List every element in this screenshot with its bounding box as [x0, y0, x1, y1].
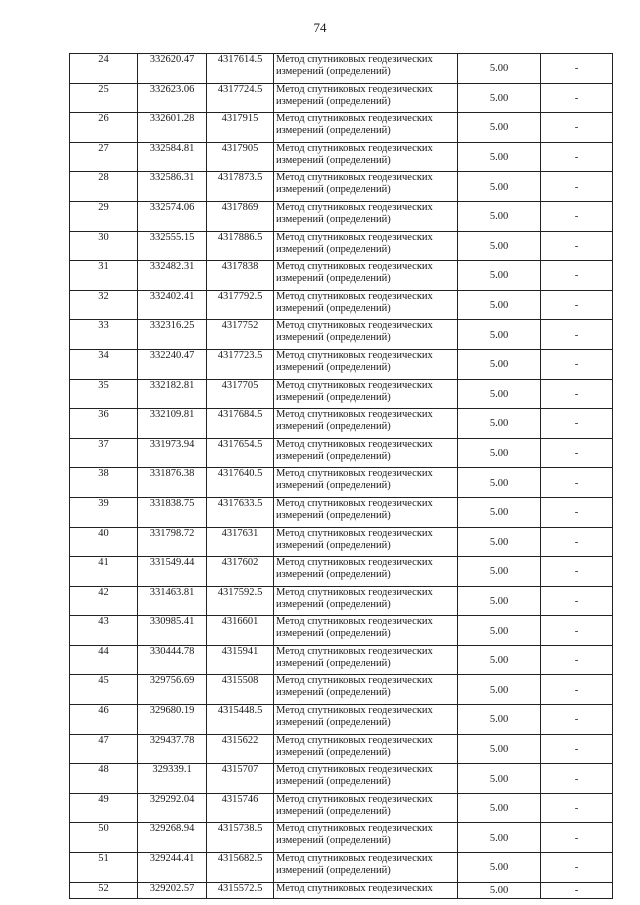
- method-line-1: Метод спутниковых геодезических: [276, 882, 433, 894]
- accuracy-cell: 5.00: [458, 882, 541, 898]
- y-coordinate-cell: 4317723.5: [207, 349, 274, 379]
- coordinates-table: [69, 53, 613, 899]
- method-line-2: измерений (определений): [276, 628, 391, 640]
- method-line-2: измерений (определений): [276, 243, 391, 255]
- method-cell: [274, 83, 458, 113]
- note-cell: -: [541, 231, 613, 261]
- method-line-1: Метод спутниковых геодезических: [276, 675, 433, 687]
- method-line-1: Метод спутниковых геодезических: [276, 290, 433, 302]
- accuracy-cell: 5.00: [458, 201, 541, 231]
- table-row: [70, 616, 613, 646]
- note-cell: -: [541, 586, 613, 616]
- y-coordinate-cell: 4315448.5: [207, 705, 274, 735]
- note-cell: -: [541, 675, 613, 705]
- method-cell: [274, 261, 458, 291]
- point-number-cell: 40: [70, 527, 138, 557]
- method-line-2: измерений (определений): [276, 154, 391, 166]
- note-cell: -: [541, 764, 613, 794]
- method-line-2: измерений (определений): [276, 776, 391, 788]
- note-cell: -: [541, 349, 613, 379]
- table-row: [70, 675, 613, 705]
- y-coordinate-cell: 4315746: [207, 793, 274, 823]
- note-cell: -: [541, 320, 613, 350]
- table-row: [70, 705, 613, 735]
- y-coordinate-cell: 4317654.5: [207, 438, 274, 468]
- point-number-cell: 32: [70, 290, 138, 320]
- method-line-1: Метод спутниковых геодезических: [276, 497, 433, 509]
- table-row: [70, 54, 613, 84]
- table-row: [70, 290, 613, 320]
- method-cell: [274, 734, 458, 764]
- point-number-cell: 38: [70, 468, 138, 498]
- method-line-1: Метод спутниковых геодезических: [276, 853, 433, 865]
- method-line-1: Метод спутниковых геодезических: [276, 201, 433, 213]
- accuracy-cell: 5.00: [458, 231, 541, 261]
- method-cell: [274, 705, 458, 735]
- method-line-2: измерений (определений): [276, 332, 391, 344]
- table-row: [70, 113, 613, 143]
- method-cell: [274, 557, 458, 587]
- method-line-2: измерений (определений): [276, 361, 391, 373]
- point-number-cell: 45: [70, 675, 138, 705]
- method-cell: [274, 675, 458, 705]
- y-coordinate-cell: 4315682.5: [207, 853, 274, 883]
- note-cell: -: [541, 645, 613, 675]
- note-cell: -: [541, 468, 613, 498]
- x-coordinate-cell: 330444.78: [138, 645, 207, 675]
- method-cell: [274, 823, 458, 853]
- y-coordinate-cell: 4315572.5: [207, 882, 274, 898]
- method-cell: [274, 645, 458, 675]
- method-line-1: Метод спутниковых геодезических: [276, 231, 433, 243]
- method-line-1: Метод спутниковых геодезических: [276, 349, 433, 361]
- x-coordinate-cell: 331463.81: [138, 586, 207, 616]
- table-row: [70, 853, 613, 883]
- point-number-cell: 37: [70, 438, 138, 468]
- method-line-1: Метод спутниковых геодезических: [276, 261, 433, 273]
- table-row: [70, 379, 613, 409]
- accuracy-cell: 5.00: [458, 586, 541, 616]
- accuracy-cell: 5.00: [458, 557, 541, 587]
- x-coordinate-cell: 329202.57: [138, 882, 207, 898]
- method-cell: [274, 320, 458, 350]
- method-line-2: измерений (определений): [276, 66, 391, 77]
- accuracy-cell: 5.00: [458, 83, 541, 113]
- y-coordinate-cell: 4315707: [207, 764, 274, 794]
- table-row: [70, 438, 613, 468]
- point-number-cell: 52: [70, 882, 138, 898]
- x-coordinate-cell: 332584.81: [138, 142, 207, 172]
- point-number-cell: 48: [70, 764, 138, 794]
- table-row: [70, 261, 613, 291]
- x-coordinate-cell: 332586.31: [138, 172, 207, 202]
- table-row: [70, 172, 613, 202]
- x-coordinate-cell: 331876.38: [138, 468, 207, 498]
- method-line-2: измерений (определений): [276, 835, 391, 847]
- method-line-2: измерений (определений): [276, 125, 391, 137]
- method-cell: [274, 142, 458, 172]
- point-number-cell: 44: [70, 645, 138, 675]
- table-row: [70, 468, 613, 498]
- accuracy-cell: 5.00: [458, 290, 541, 320]
- method-line-2: измерений (определений): [276, 273, 391, 285]
- method-line-1: Метод спутниковых геодезических: [276, 379, 433, 391]
- table-row: [70, 83, 613, 113]
- y-coordinate-cell: 4317792.5: [207, 290, 274, 320]
- note-cell: -: [541, 705, 613, 735]
- point-number-cell: 24: [70, 54, 138, 84]
- method-line-1: Метод спутниковых геодезических: [276, 734, 433, 746]
- accuracy-cell: 5.00: [458, 764, 541, 794]
- y-coordinate-cell: 4317631: [207, 527, 274, 557]
- method-line-1: Метод спутниковых геодезических: [276, 113, 433, 125]
- point-number-cell: 47: [70, 734, 138, 764]
- table-row: [70, 557, 613, 587]
- note-cell: -: [541, 793, 613, 823]
- note-cell: -: [541, 83, 613, 113]
- note-cell: -: [541, 734, 613, 764]
- x-coordinate-cell: 332623.06: [138, 83, 207, 113]
- x-coordinate-cell: 332482.31: [138, 261, 207, 291]
- accuracy-cell: 5.00: [458, 616, 541, 646]
- method-line-1: Метод спутниковых геодезических: [276, 616, 433, 628]
- accuracy-cell: 5.00: [458, 349, 541, 379]
- point-number-cell: 28: [70, 172, 138, 202]
- method-line-2: измерений (определений): [276, 450, 391, 462]
- method-line-1: Метод спутниковых геодезических: [276, 645, 433, 657]
- point-number-cell: 50: [70, 823, 138, 853]
- method-line-1: Метод спутниковых геодезических: [276, 793, 433, 805]
- y-coordinate-cell: 4315738.5: [207, 823, 274, 853]
- accuracy-cell: 5.00: [458, 705, 541, 735]
- method-cell: [274, 853, 458, 883]
- accuracy-cell: 5.00: [458, 54, 541, 84]
- method-line-1: Метод спутниковых геодезических: [276, 586, 433, 598]
- method-cell: [274, 468, 458, 498]
- x-coordinate-cell: 329268.94: [138, 823, 207, 853]
- point-number-cell: 30: [70, 231, 138, 261]
- accuracy-cell: 5.00: [458, 142, 541, 172]
- note-cell: -: [541, 557, 613, 587]
- y-coordinate-cell: 4317633.5: [207, 497, 274, 527]
- note-cell: -: [541, 201, 613, 231]
- y-coordinate-cell: 4317614.5: [207, 54, 274, 84]
- point-number-cell: 43: [70, 616, 138, 646]
- method-line-2: измерений (определений): [276, 421, 391, 433]
- x-coordinate-cell: 332555.15: [138, 231, 207, 261]
- method-line-2: измерений (определений): [276, 687, 391, 699]
- table-row: [70, 527, 613, 557]
- x-coordinate-cell: 332182.81: [138, 379, 207, 409]
- x-coordinate-cell: 329756.69: [138, 675, 207, 705]
- x-coordinate-cell: 332240.47: [138, 349, 207, 379]
- point-number-cell: 27: [70, 142, 138, 172]
- table-row: [70, 142, 613, 172]
- accuracy-cell: 5.00: [458, 793, 541, 823]
- method-line-2: измерений (определений): [276, 213, 391, 225]
- x-coordinate-cell: 329339.1: [138, 764, 207, 794]
- point-number-cell: 34: [70, 349, 138, 379]
- method-line-2: измерений (определений): [276, 717, 391, 729]
- y-coordinate-cell: 4315508: [207, 675, 274, 705]
- method-cell: [274, 54, 458, 84]
- point-number-cell: 33: [70, 320, 138, 350]
- y-coordinate-cell: 4317684.5: [207, 409, 274, 439]
- point-number-cell: 51: [70, 853, 138, 883]
- table-row: [70, 409, 613, 439]
- method-line-2: измерений (определений): [276, 302, 391, 314]
- method-line-2: измерений (определений): [276, 598, 391, 610]
- method-cell: [274, 497, 458, 527]
- table-row: [70, 734, 613, 764]
- note-cell: -: [541, 54, 613, 84]
- method-line-1: Метод спутниковых геодезических: [276, 557, 433, 569]
- accuracy-cell: 5.00: [458, 527, 541, 557]
- method-line-2: измерений (определений): [276, 509, 391, 521]
- y-coordinate-cell: 4317838: [207, 261, 274, 291]
- method-cell: [274, 409, 458, 439]
- point-number-cell: 41: [70, 557, 138, 587]
- method-cell: [274, 438, 458, 468]
- accuracy-cell: 5.00: [458, 261, 541, 291]
- note-cell: -: [541, 261, 613, 291]
- y-coordinate-cell: 4317886.5: [207, 231, 274, 261]
- method-line-2: измерений (определений): [276, 184, 391, 196]
- table-row: [70, 586, 613, 616]
- y-coordinate-cell: 4315622: [207, 734, 274, 764]
- accuracy-cell: 5.00: [458, 645, 541, 675]
- method-line-1: Метод спутниковых геодезических: [276, 438, 433, 450]
- x-coordinate-cell: 332620.47: [138, 54, 207, 84]
- y-coordinate-cell: 4316601: [207, 616, 274, 646]
- note-cell: -: [541, 113, 613, 143]
- accuracy-cell: 5.00: [458, 497, 541, 527]
- note-cell: -: [541, 438, 613, 468]
- table-row: [70, 231, 613, 261]
- note-cell: -: [541, 142, 613, 172]
- note-cell: -: [541, 290, 613, 320]
- point-number-cell: 36: [70, 409, 138, 439]
- method-line-1: Метод спутниковых геодезических: [276, 83, 433, 95]
- x-coordinate-cell: 331549.44: [138, 557, 207, 587]
- method-line-1: Метод спутниковых геодезических: [276, 764, 433, 776]
- method-cell: [274, 527, 458, 557]
- x-coordinate-cell: 330985.41: [138, 616, 207, 646]
- point-number-cell: 26: [70, 113, 138, 143]
- method-line-2: измерений (определений): [276, 746, 391, 758]
- x-coordinate-cell: 332601.28: [138, 113, 207, 143]
- method-line-2: измерений (определений): [276, 539, 391, 551]
- method-cell: [274, 379, 458, 409]
- accuracy-cell: 5.00: [458, 675, 541, 705]
- method-line-2: измерений (определений): [276, 480, 391, 492]
- x-coordinate-cell: 331838.75: [138, 497, 207, 527]
- accuracy-cell: 5.00: [458, 379, 541, 409]
- method-line-1: Метод спутниковых геодезических: [276, 142, 433, 154]
- table-row: [70, 793, 613, 823]
- accuracy-cell: 5.00: [458, 468, 541, 498]
- accuracy-cell: 5.00: [458, 113, 541, 143]
- accuracy-cell: 5.00: [458, 734, 541, 764]
- table-row: [70, 201, 613, 231]
- point-number-cell: 25: [70, 83, 138, 113]
- method-cell: [274, 586, 458, 616]
- table-row: [70, 882, 613, 898]
- x-coordinate-cell: 332402.41: [138, 290, 207, 320]
- y-coordinate-cell: 4317905: [207, 142, 274, 172]
- method-line-2: измерений (определений): [276, 805, 391, 817]
- y-coordinate-cell: 4317640.5: [207, 468, 274, 498]
- y-coordinate-cell: 4315941: [207, 645, 274, 675]
- method-line-2: измерений (определений): [276, 569, 391, 581]
- method-cell: [274, 882, 458, 898]
- x-coordinate-cell: 329244.41: [138, 853, 207, 883]
- point-number-cell: 39: [70, 497, 138, 527]
- method-cell: [274, 290, 458, 320]
- table-row: [70, 645, 613, 675]
- method-cell: [274, 201, 458, 231]
- accuracy-cell: 5.00: [458, 823, 541, 853]
- note-cell: -: [541, 823, 613, 853]
- note-cell: -: [541, 853, 613, 883]
- y-coordinate-cell: 4317915: [207, 113, 274, 143]
- y-coordinate-cell: 4317705: [207, 379, 274, 409]
- y-coordinate-cell: 4317724.5: [207, 83, 274, 113]
- method-line-1: Метод спутниковых геодезических: [276, 527, 433, 539]
- method-line-2: измерений (определений): [276, 95, 391, 107]
- point-number-cell: 49: [70, 793, 138, 823]
- method-line-2: измерений (определений): [276, 657, 391, 669]
- accuracy-cell: 5.00: [458, 320, 541, 350]
- method-cell: [274, 764, 458, 794]
- y-coordinate-cell: 4317869: [207, 201, 274, 231]
- method-line-1: Метод спутниковых геодезических: [276, 320, 433, 332]
- method-cell: [274, 793, 458, 823]
- x-coordinate-cell: 332109.81: [138, 409, 207, 439]
- x-coordinate-cell: 332316.25: [138, 320, 207, 350]
- x-coordinate-cell: 329292.04: [138, 793, 207, 823]
- accuracy-cell: 5.00: [458, 409, 541, 439]
- accuracy-cell: 5.00: [458, 853, 541, 883]
- table-row: [70, 823, 613, 853]
- method-line-1: Метод спутниковых геодезических: [276, 468, 433, 480]
- method-line-1: Метод спутниковых геодезических: [276, 54, 433, 65]
- method-cell: [274, 172, 458, 202]
- method-line-1: Метод спутниковых геодезических: [276, 705, 433, 717]
- note-cell: -: [541, 409, 613, 439]
- note-cell: -: [541, 497, 613, 527]
- y-coordinate-cell: 4317602: [207, 557, 274, 587]
- method-line-2: измерений (определений): [276, 865, 391, 877]
- table-row: [70, 349, 613, 379]
- note-cell: -: [541, 172, 613, 202]
- y-coordinate-cell: 4317752: [207, 320, 274, 350]
- method-cell: [274, 113, 458, 143]
- method-line-1: Метод спутниковых геодезических: [276, 409, 433, 421]
- method-line-1: Метод спутниковых геодезических: [276, 823, 433, 835]
- page-number: 74: [313, 20, 327, 35]
- method-cell: [274, 616, 458, 646]
- point-number-cell: 42: [70, 586, 138, 616]
- table-row: [70, 764, 613, 794]
- point-number-cell: 29: [70, 201, 138, 231]
- y-coordinate-cell: 4317873.5: [207, 172, 274, 202]
- point-number-cell: 46: [70, 705, 138, 735]
- method-line-2: измерений (определений): [276, 391, 391, 403]
- x-coordinate-cell: 332574.06: [138, 201, 207, 231]
- accuracy-cell: 5.00: [458, 172, 541, 202]
- point-number-cell: 35: [70, 379, 138, 409]
- x-coordinate-cell: 331973.94: [138, 438, 207, 468]
- note-cell: -: [541, 379, 613, 409]
- table-row: [70, 497, 613, 527]
- method-line-1: Метод спутниковых геодезических: [276, 172, 433, 184]
- note-cell: -: [541, 527, 613, 557]
- accuracy-cell: 5.00: [458, 438, 541, 468]
- y-coordinate-cell: 4317592.5: [207, 586, 274, 616]
- x-coordinate-cell: 331798.72: [138, 527, 207, 557]
- method-cell: [274, 349, 458, 379]
- x-coordinate-cell: 329680.19: [138, 705, 207, 735]
- method-cell: [274, 231, 458, 261]
- table-row: [70, 320, 613, 350]
- note-cell: -: [541, 616, 613, 646]
- x-coordinate-cell: 329437.78: [138, 734, 207, 764]
- note-cell: -: [541, 882, 613, 898]
- point-number-cell: 31: [70, 261, 138, 291]
